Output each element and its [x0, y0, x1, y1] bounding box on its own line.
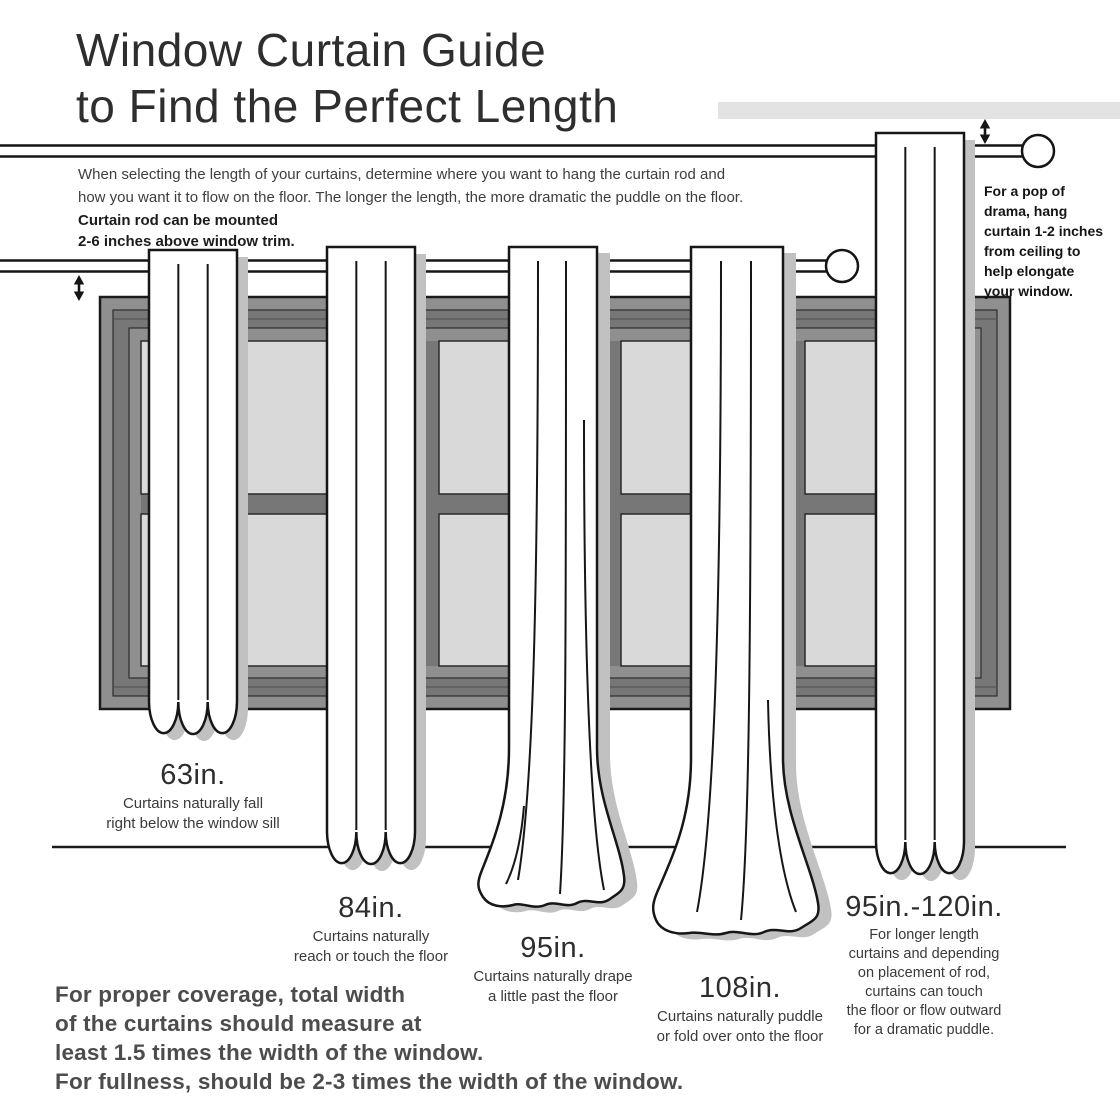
ceiling-drama-note-line: drama, hang [984, 203, 1068, 219]
curtain-caption-line: Curtains naturally drape [473, 968, 633, 985]
rod-mount-note-line: Curtain rod can be mounted [78, 212, 279, 229]
rod-mount-note [78, 210, 295, 252]
intro-line: When selecting the length of your curtains, determine where you want to hang the curtain rod and [78, 166, 726, 183]
ceiling-drama-note [984, 181, 1103, 301]
curtain-length-label: 84in. [338, 892, 404, 924]
curtain-length-label: 95in.-120in. [845, 891, 1003, 923]
curtain-caption-line: reach or touch the floor [293, 947, 449, 965]
curtain-caption-line: Curtains naturally [312, 928, 430, 945]
coverage-note-line: least 1.5 times the width of the window. [55, 1040, 484, 1065]
curtain-95-120in-shape [876, 133, 975, 881]
ceiling-drama-note-line: help elongate [984, 263, 1075, 279]
curtain-caption-line: or fold over onto the floor [656, 1027, 824, 1045]
curtain-caption-line: For longer length [869, 927, 979, 943]
curtain-caption-line: curtains can touch [865, 984, 983, 1000]
curtain-caption-line: on placement of rod, [857, 965, 991, 981]
curtain-84in-shape [327, 247, 426, 871]
curtain-caption-line: Curtains naturally fall [122, 795, 264, 812]
page-title [76, 22, 618, 134]
ceiling-drama-note-line: your window. [984, 283, 1073, 299]
ceiling-gap-arrow-icon [980, 119, 990, 144]
curtain-caption-95-120in [809, 890, 1039, 1040]
coverage-note-line: For proper coverage, total width [55, 982, 406, 1007]
page-title-line: Window Curtain Guide [76, 24, 547, 76]
curtain-caption-line: for a dramatic puddle. [853, 1022, 995, 1038]
curtain-caption-line: curtains and depending [848, 946, 1000, 962]
curtain-caption-line: the floor or flow outward [846, 1003, 1002, 1019]
rod-mount-note-line: 2-6 inches above window trim. [78, 233, 295, 250]
coverage-note-line: of the curtains should measure at [55, 1011, 422, 1036]
curtain-caption-line: right below the window sill [106, 814, 280, 832]
curtain-caption-line: a little past the floor [487, 987, 619, 1005]
rod-gap-arrow-icon [74, 275, 84, 301]
coverage-note-line: For fullness, should be 2-3 times the width of the window. [55, 1069, 684, 1094]
curtain-63in-shape [149, 250, 248, 741]
ceiling-drama-note-line: from ceiling to [984, 243, 1081, 259]
curtain-length-label: 108in. [698, 972, 781, 1004]
ceiling-drama-note-line: curtain 1-2 inches [984, 223, 1104, 239]
curtain-length-label: 63in. [160, 759, 226, 791]
intro-line: how you want it to flow on the floor. The longer the length, the more dramatic the puddle on the floor. [78, 189, 744, 206]
ceiling-bar [718, 102, 1120, 119]
page-title-line: to Find the Perfect Length [76, 80, 619, 132]
rod-finial-upper [1022, 135, 1054, 167]
curtain-caption-line: Curtains naturally puddle [657, 1008, 823, 1025]
rod-finial-lower [826, 250, 858, 282]
intro-text [78, 163, 743, 209]
ceiling-drama-note-line: For a pop of [984, 183, 1065, 199]
curtain-length-label: 95in. [520, 932, 586, 964]
coverage-width-note [55, 980, 683, 1096]
curtain-caption-63in [78, 758, 308, 833]
